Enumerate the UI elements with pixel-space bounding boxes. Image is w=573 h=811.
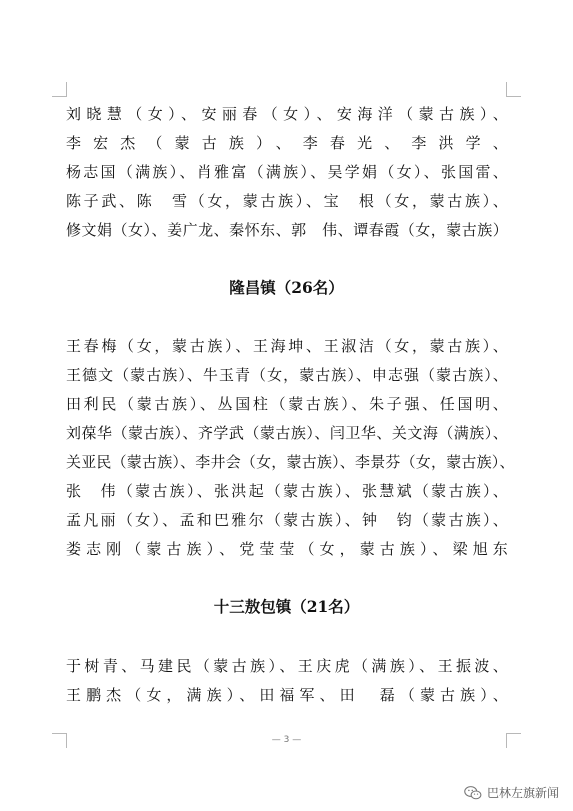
name-list-line: 修文娟（女）、姜广龙、秦怀东、郭 伟、谭春霞（女，蒙古族） — [66, 221, 508, 239]
name-list-line: 关亚民（蒙古族）、李井会（女，蒙古族）、李景芬（女，蒙古族）、 — [66, 453, 515, 471]
source-watermark — [464, 784, 559, 801]
wechat-logo-icon — [464, 785, 482, 801]
watermark-text: 巴林左旗新闻 — [486, 786, 559, 800]
page-number: — 3 — — [271, 735, 302, 745]
name-list-line: 张 伟（蒙古族）、张洪起（蒙古族）、张慧斌（蒙古族）、 — [66, 482, 508, 500]
name-list-line: 于树青、马建民（蒙古族）、王庆虎（满族）、王振波、 — [66, 657, 508, 675]
name-list-line: 王春梅（女，蒙古族）、王海坤、王淑洁（女，蒙古族）、 — [66, 337, 508, 355]
crop-mark-top-left — [52, 82, 67, 97]
section-heading-shisanaobao: 十三敖包镇（21名） — [213, 597, 360, 616]
name-list-line: 李宏杰（蒙古族）、李春光、李洪学、 — [66, 134, 508, 152]
name-list-line: 王鹏杰（女，满族）、田福军、田 磊（蒙古族）、 — [66, 686, 508, 704]
name-list-line: 孟凡丽（女）、孟和巴雅尔（蒙古族）、钟 钧（蒙古族）、 — [66, 511, 508, 529]
name-list-line: 娄志刚（蒙古族）、党莹莹（女，蒙古族）、梁旭东 — [66, 540, 508, 558]
name-list-line: 陈子武、陈 雪（女，蒙古族）、宝 根（女，蒙古族）、 — [66, 192, 508, 210]
crop-mark-top-right — [506, 82, 521, 97]
name-list-line: 杨志国（满族）、肖雅富（满族）、吴学娟（女）、张国雷、 — [66, 163, 508, 181]
name-list-line: 刘葆华（蒙古族）、齐学武（蒙古族）、闫卫华、关文海（满族）、 — [66, 424, 508, 442]
name-list-line: 王德文（蒙古族）、牛玉青（女，蒙古族）、申志强（蒙古族）、 — [66, 366, 508, 384]
name-list-line: 刘晓慧（女）、安丽春（女）、安海洋（蒙古族）、 — [66, 105, 508, 123]
name-list-line: 田利民（蒙古族）、丛国柱（蒙古族）、朱子强、任国明、 — [66, 395, 508, 413]
section-heading-longchang: 隆昌镇（26名） — [229, 278, 344, 297]
